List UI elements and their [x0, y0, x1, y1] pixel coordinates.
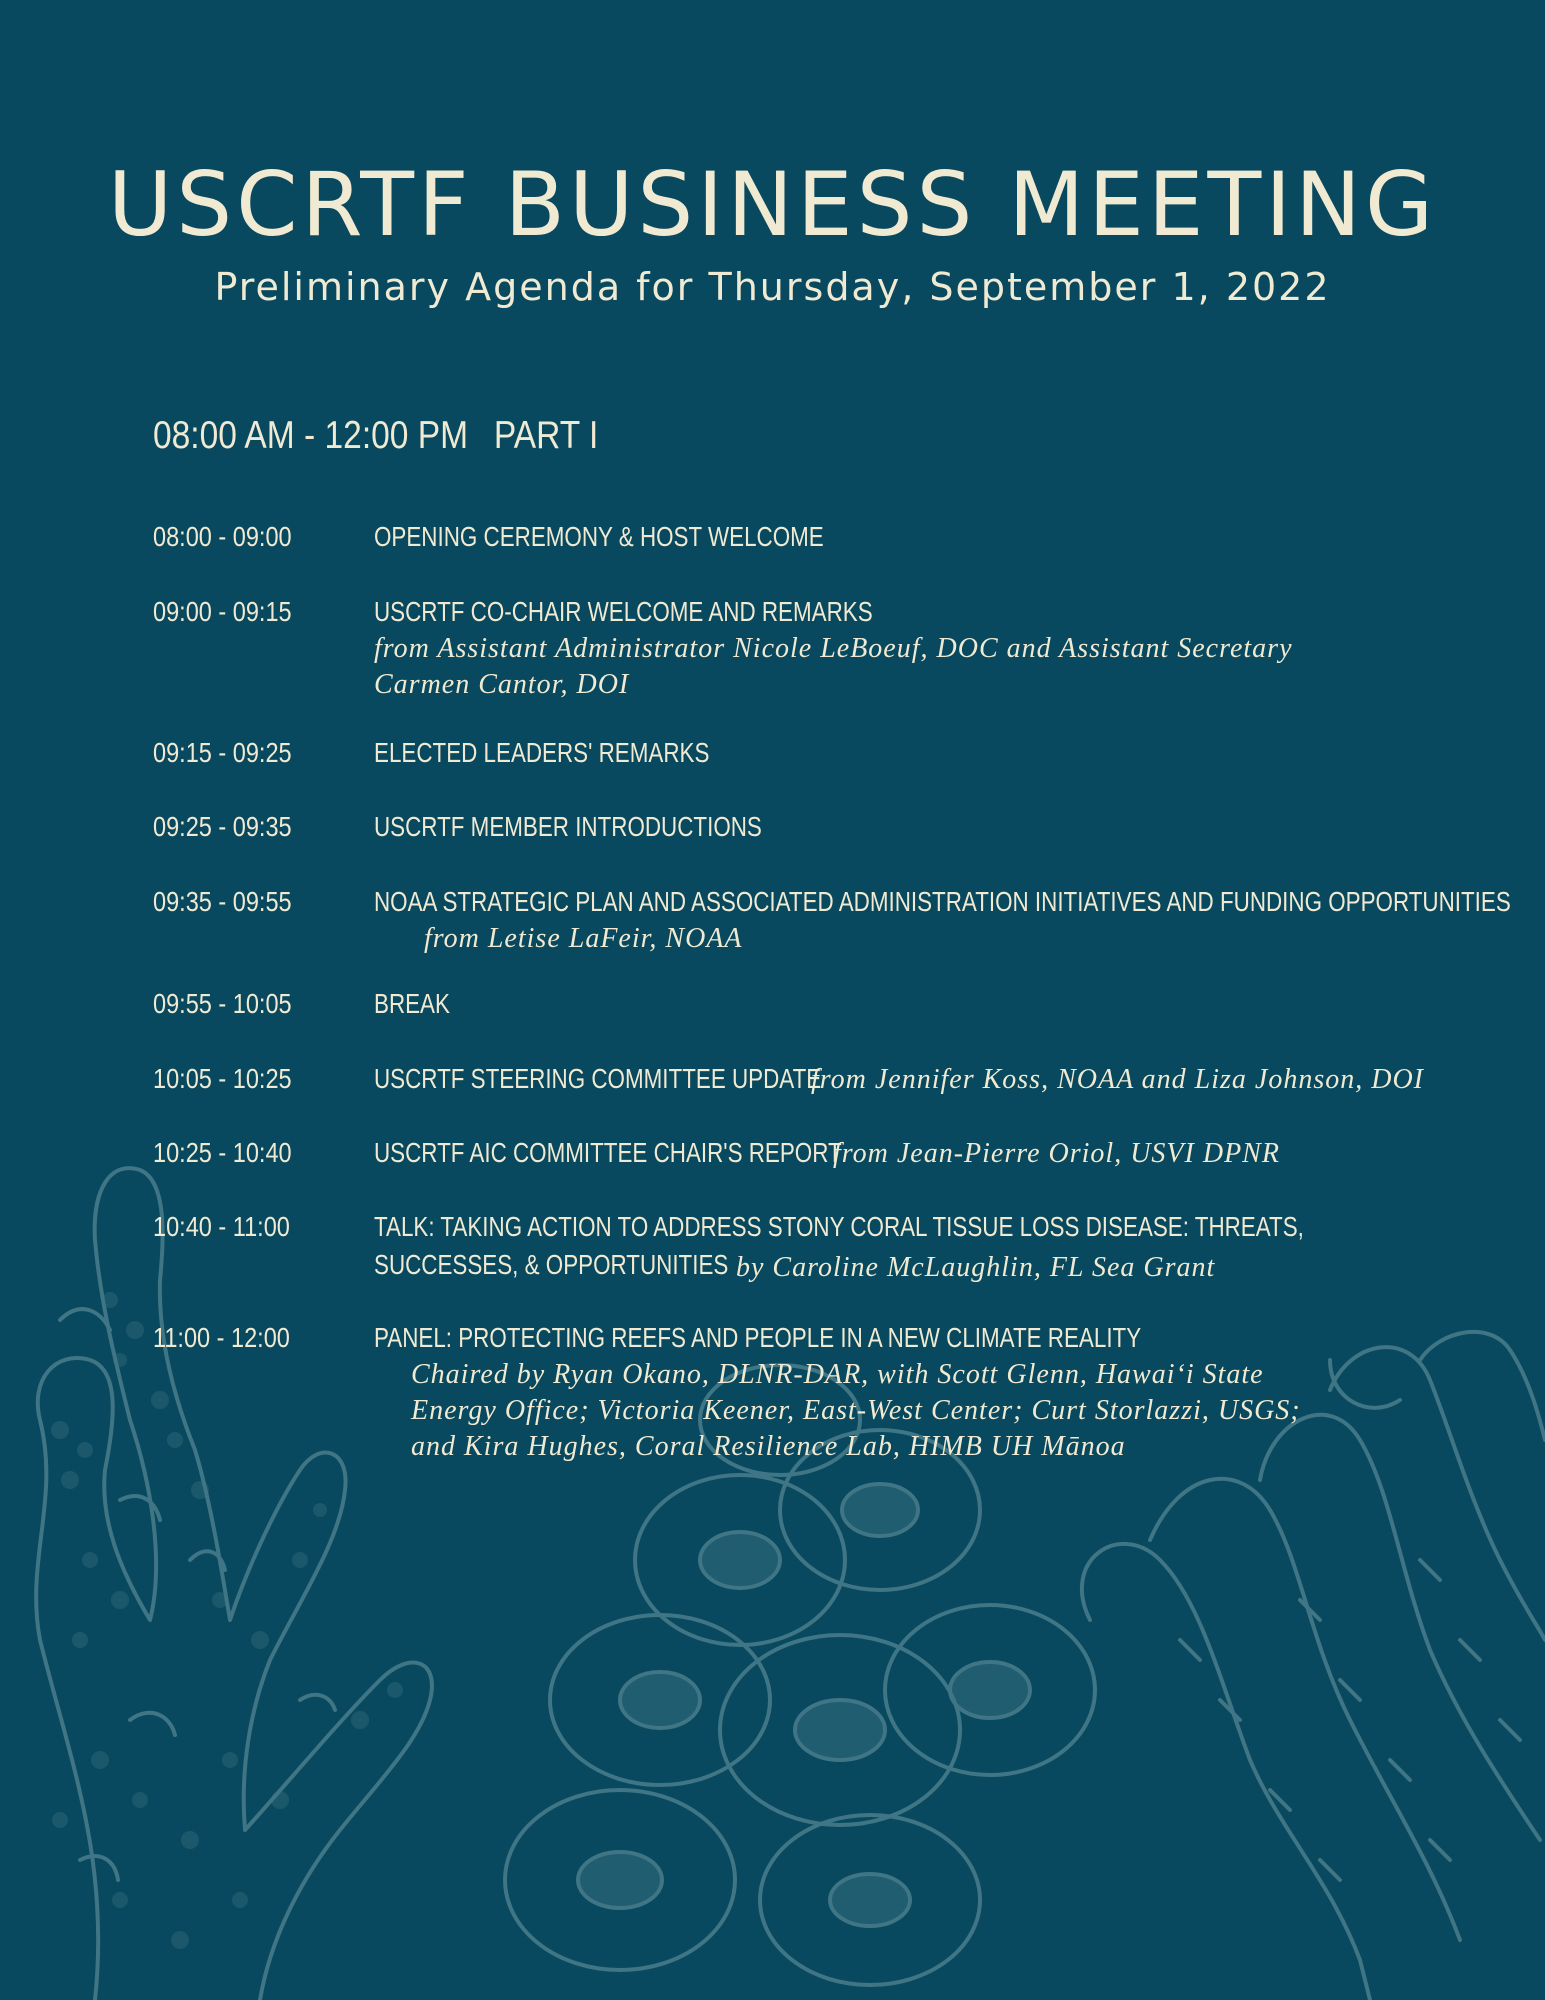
agenda-title: USCRTF MEMBER INTRODUCTIONS: [374, 811, 762, 842]
agenda-title: TALK: TAKING ACTION TO ADDRESS STONY CORAL TISSUE LOSS DISEASE: THREATS,: [374, 1211, 1304, 1242]
agenda-title: USCRTF STEERING COMMITTEE UPDATE: [374, 1063, 822, 1094]
page-title: USCRTF BUSINESS MEETING: [107, 153, 1438, 256]
agenda-detail: by Caroline McLaughlin, FL Sea Grant: [736, 1252, 1216, 1283]
agenda-detail: from Assistant Administrator Nicole LeBoeuf, DOC and Assistant Secretary: [374, 633, 1293, 664]
agenda-detail: from Letise LaFeir, NOAA: [424, 923, 743, 954]
agenda-time: 09:55 - 10:05: [153, 988, 292, 1019]
agenda-title-continued: SUCCESSES, & OPPORTUNITIES: [374, 1249, 729, 1280]
agenda-title: BREAK: [374, 988, 450, 1019]
section-heading: [153, 408, 598, 464]
agenda-time: 10:05 - 10:25: [153, 1063, 292, 1094]
agenda-title: OPENING CEREMONY & HOST WELCOME: [374, 521, 824, 552]
agenda-detail: Energy Office; Victoria Keener, East-West Center; Curt Storlazzi, USGS;: [411, 1395, 1301, 1426]
lettuce-coral-right: [1082, 1544, 1370, 2000]
agenda-time: 09:00 - 09:15: [153, 596, 292, 627]
agenda-title: ELECTED LEADERS' REMARKS: [374, 737, 710, 768]
agenda-title: PANEL: PROTECTING REEFS AND PEOPLE IN A NEW CLIMATE REALITY: [374, 1322, 1142, 1353]
agenda-detail: from Jennifer Koss, NOAA and Liza Johnson, DOI: [811, 1064, 1424, 1095]
agenda-title: NOAA STRATEGIC PLAN AND ASSOCIATED ADMINISTRATION INITIATIVES AND FUNDING OPPORTUNITIES: [374, 886, 1511, 917]
agenda-title: USCRTF AIC COMMITTEE CHAIR'S REPORT: [374, 1137, 842, 1168]
section-part-label: PART I: [493, 414, 599, 457]
page-subtitle: Preliminary Agenda for Thursday, September 1, 2022: [214, 265, 1331, 309]
agenda-time: 11:00 - 12:00: [153, 1322, 290, 1353]
agenda-detail: Carmen Cantor, DOI: [374, 669, 630, 700]
agenda-time: 10:40 - 11:00: [153, 1211, 290, 1242]
agenda-time: 09:35 - 09:55: [153, 886, 292, 917]
agenda-time: 08:00 - 09:00: [153, 521, 292, 552]
agenda-title: USCRTF CO-CHAIR WELCOME AND REMARKS: [374, 596, 873, 627]
agenda-time: 09:15 - 09:25: [153, 737, 292, 768]
agenda-detail: from Jean-Pierre Oriol, USVI DPNR: [833, 1138, 1280, 1169]
agenda-time: 09:25 - 09:35: [153, 811, 292, 842]
agenda-detail: Chaired by Ryan Okano, DLNR-DAR, with Scott Glenn, Hawai‘i State: [411, 1359, 1264, 1390]
branching-coral-left: [36, 1168, 432, 2000]
section-time-range: 08:00 AM - 12:00 PM: [153, 414, 469, 457]
agenda-time: 10:25 - 10:40: [153, 1137, 292, 1168]
agenda-detail: and Kira Hughes, Coral Resilience Lab, HIMB UH Mānoa: [411, 1431, 1126, 1462]
